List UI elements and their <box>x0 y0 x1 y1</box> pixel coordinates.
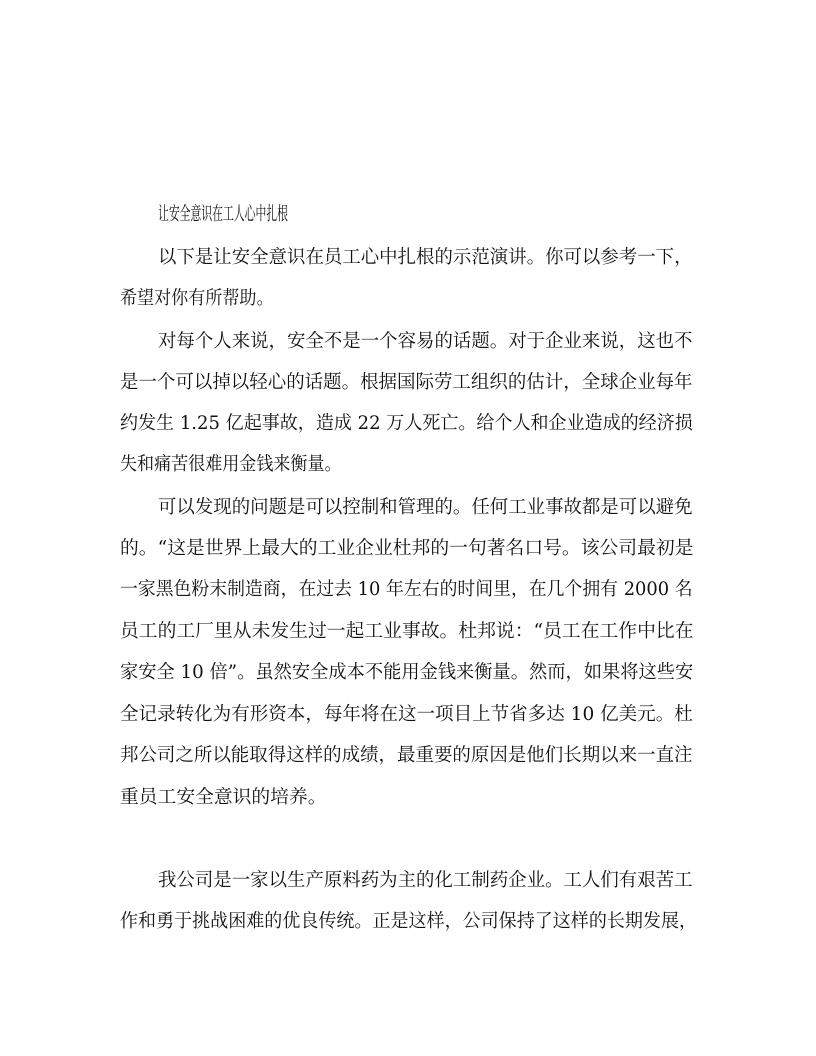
intro-line-1: 以下是让安全意识在员工心中扎根的示范演讲。你可以参考一下， <box>158 247 693 268</box>
paragraph-1-line-1: 对每个人来说，安全不是一个容易的话题。对于企业来说，这也不 <box>158 331 693 352</box>
intro-line-2: 希望对你有所帮助。 <box>120 288 274 309</box>
paragraph-2-line-2: 的。“这是世界上最大的工业企业杜邦的一句著名口号。该公司最初是 <box>120 538 694 559</box>
paragraph-2-line-3: 一家黑色粉末制造商，在过去 10 年左右的时间里，在几个拥有 2000 名 <box>120 579 693 600</box>
document-title: 让安全意识在工人心中扎根 <box>158 204 289 225</box>
paragraph-2-line-7: 邦公司之所以能取得这样的成绩，最重要的原因是他们长期以来一直注 <box>120 745 693 766</box>
paragraph-2-line-6: 全记录转化为有形资本，每年将在这一项目上节省多达 10 亿美元。杜 <box>120 704 693 725</box>
paragraph-2-line-4: 员工的工厂里从未发生过一起工业事故。杜邦说：“员工在工作中比在 <box>120 621 694 642</box>
paragraph-2-line-1: 可以发现的问题是可以控制和管理的。任何工业事故都是可以避免 <box>158 497 693 518</box>
paragraph-3-line-2: 作和勇于挑战困难的优良传统。正是这样，公司保持了这样的长期发展， <box>120 911 698 932</box>
paragraph-1-line-2: 是一个可以掉以轻心的话题。根据国际劳工组织的估计，全球企业每年 <box>120 372 693 393</box>
paragraph-1-line-3: 约发生 1.25 亿起事故，造成 22 万人死亡。给个人和企业造成的经济损 <box>120 413 693 434</box>
paragraph-2-line-8: 重员工安全意识的培养。 <box>120 787 327 808</box>
paragraph-3-line-1: 我公司是一家以生产原料药为主的化工制药企业。工人们有艰苦工 <box>158 870 693 891</box>
paragraph-2-line-5: 家安全 10 倍”。虽然安全成本不能用金钱来衡量。然而，如果将这些安 <box>120 662 694 683</box>
paragraph-1-line-4: 失和痛苦很难用金钱来衡量。 <box>120 454 342 475</box>
